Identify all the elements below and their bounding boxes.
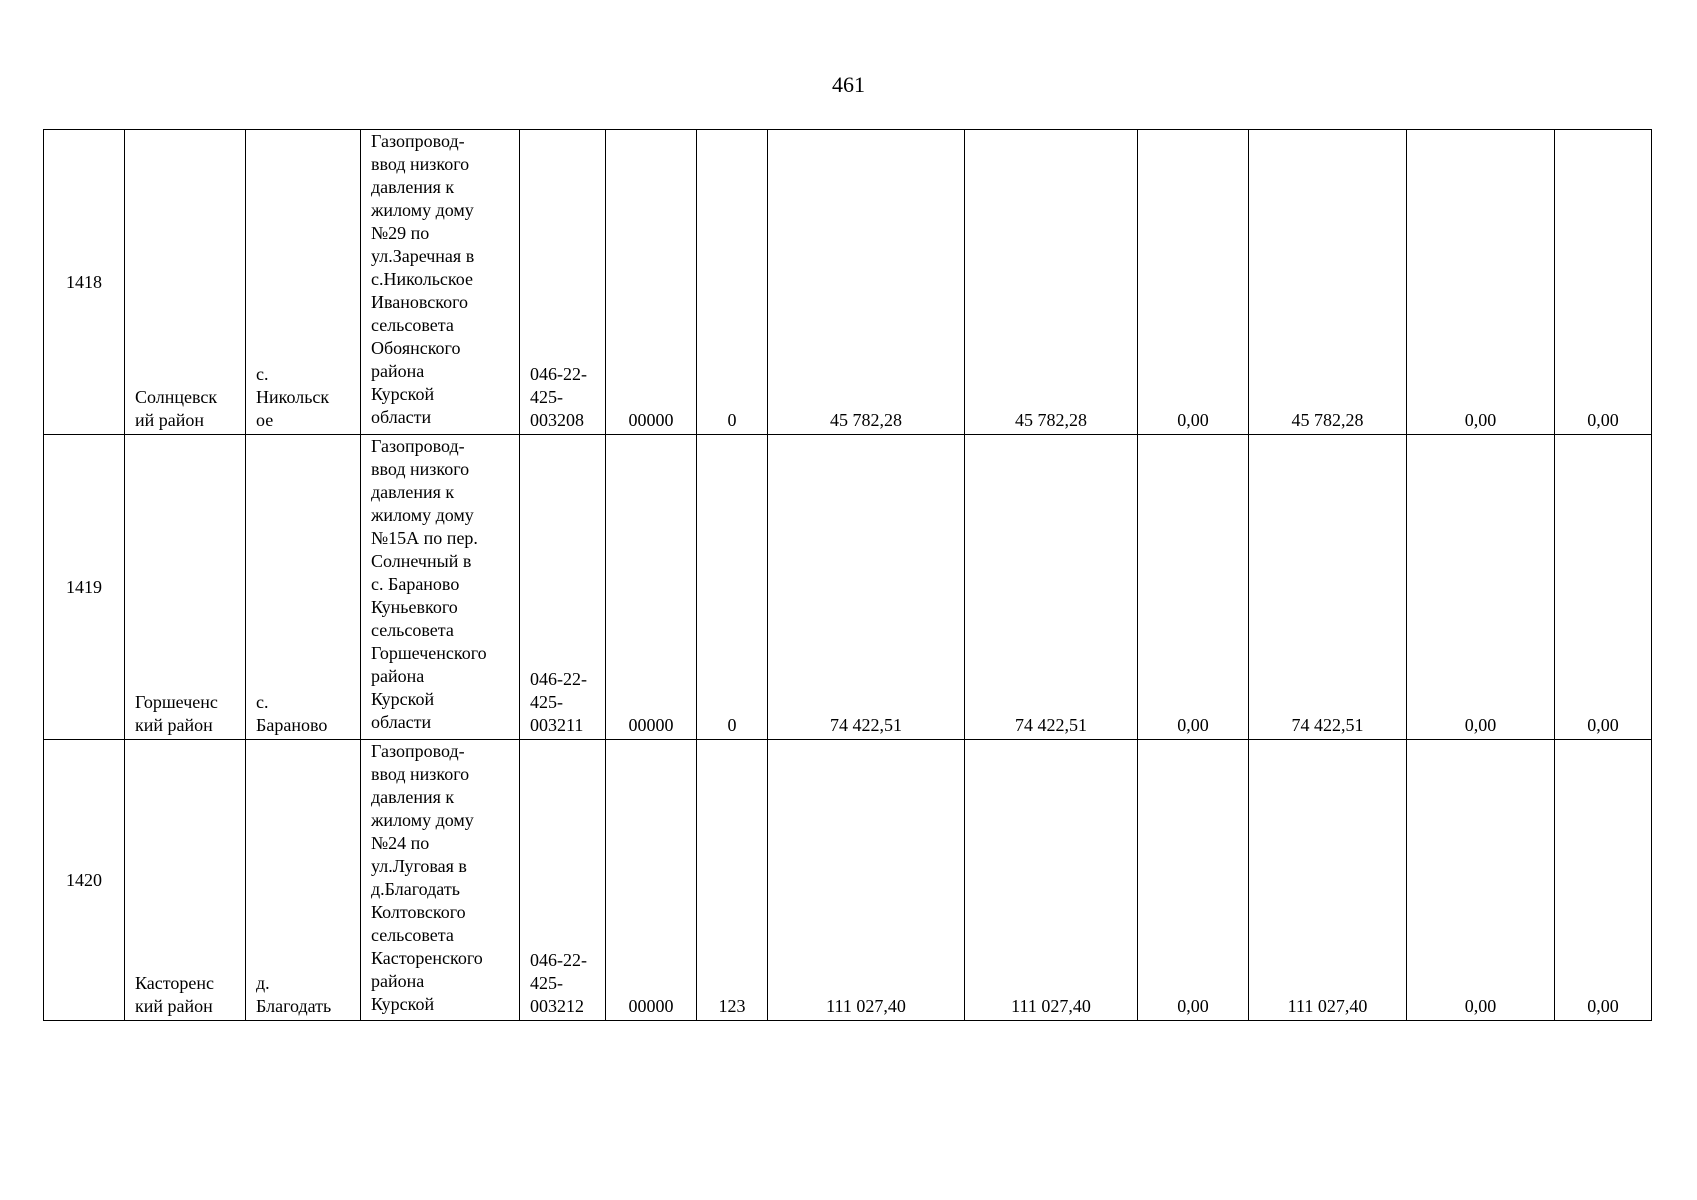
description-cell: Газопровод- ввод низкого давления к жилому дому №15А по пер. Солнечный в с. Бараново Куньевкого сельсовета Горшеченского района Курской области [361, 435, 520, 740]
sum1-cell: 74 422,51 [768, 435, 965, 740]
locality-cell: с. Никольск ое [246, 130, 361, 435]
col6-cell: 00000 [606, 740, 697, 1021]
col6-cell: 00000 [606, 435, 697, 740]
sum2-cell: 45 782,28 [965, 130, 1138, 435]
description-cell: Газопровод- ввод низкого давления к жилому дому №24 по ул.Луговая в д.Благодать Колтовского сельсовета Касторенского района Курской [361, 740, 520, 1021]
sum4-cell: 74 422,51 [1249, 435, 1407, 740]
code-cell: 046-22- 425- 003211 [520, 435, 606, 740]
col7-cell: 0 [697, 435, 768, 740]
district-cell: Горшеченс кий район [125, 435, 246, 740]
description-cell: Газопровод- ввод низкого давления к жилому дому №29 по ул.Заречная в с.Никольское Ивановского сельсовета Обоянского района Курской области [361, 130, 520, 435]
col7-cell: 0 [697, 130, 768, 435]
data-table [43, 129, 1652, 1021]
sum5-cell: 0,00 [1407, 130, 1555, 435]
row-number-cell: 1419 [44, 435, 125, 740]
col6-cell: 00000 [606, 130, 697, 435]
sum1-cell: 45 782,28 [768, 130, 965, 435]
col7-cell: 123 [697, 740, 768, 1021]
sum1-cell: 111 027,40 [768, 740, 965, 1021]
sum5-cell: 0,00 [1407, 435, 1555, 740]
code-cell: 046-22- 425- 003212 [520, 740, 606, 1021]
locality-cell: д. Благодать [246, 740, 361, 1021]
row-number-cell: 1420 [44, 740, 125, 1021]
sum2-cell: 74 422,51 [965, 435, 1138, 740]
sum3-cell: 0,00 [1138, 740, 1249, 1021]
table-row [44, 130, 1652, 435]
locality-cell: с. Бараново [246, 435, 361, 740]
sum3-cell: 0,00 [1138, 435, 1249, 740]
sum6-cell: 0,00 [1555, 130, 1652, 435]
sum2-cell: 111 027,40 [965, 740, 1138, 1021]
code-cell: 046-22- 425- 003208 [520, 130, 606, 435]
sum4-cell: 111 027,40 [1249, 740, 1407, 1021]
row-number-cell: 1418 [44, 130, 125, 435]
district-cell: Солнцевск ий район [125, 130, 246, 435]
sum4-cell: 45 782,28 [1249, 130, 1407, 435]
district-cell: Касторенс кий район [125, 740, 246, 1021]
table-row [44, 435, 1652, 740]
sum5-cell: 0,00 [1407, 740, 1555, 1021]
sum3-cell: 0,00 [1138, 130, 1249, 435]
page-number: 461 [832, 72, 865, 97]
table-row [44, 740, 1652, 1021]
sum6-cell: 0,00 [1555, 435, 1652, 740]
sum6-cell: 0,00 [1555, 740, 1652, 1021]
